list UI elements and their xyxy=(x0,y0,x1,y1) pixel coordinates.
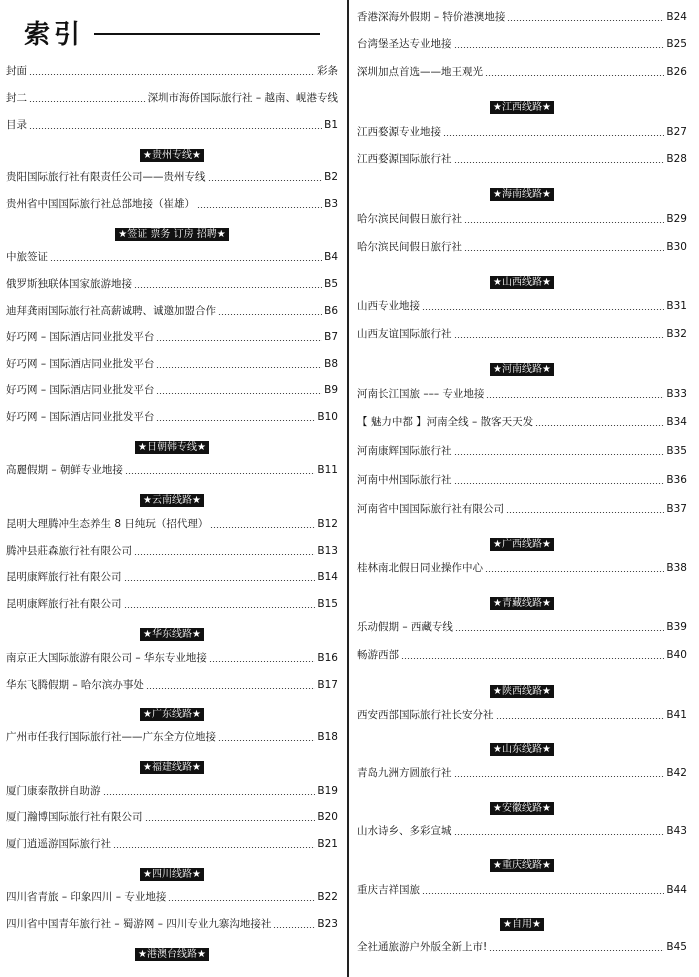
entry-page-number: B4 xyxy=(324,251,338,263)
dot-leader xyxy=(489,950,664,951)
section-heading xyxy=(357,95,687,113)
page-title: 索引 xyxy=(24,19,85,50)
section-heading xyxy=(6,143,338,161)
dot-leader xyxy=(218,740,315,741)
index-entry[interactable] xyxy=(357,500,687,516)
entry-title: 青岛九洲方圆旅行社 xyxy=(357,767,452,779)
index-entry[interactable] xyxy=(357,618,687,634)
entry-page-number: B2 xyxy=(324,171,338,183)
dot-leader xyxy=(454,454,665,455)
index-entry[interactable] xyxy=(357,413,687,429)
section-heading xyxy=(357,853,687,871)
entry-title: 哈尔滨民间假日旅行社 xyxy=(357,213,462,225)
entry-page-number: B37 xyxy=(666,503,687,515)
section-heading-label: ★广西线路★ xyxy=(490,538,554,551)
entry-page-number: B15 xyxy=(317,598,338,610)
entry-page-number: B44 xyxy=(666,884,687,896)
section-heading xyxy=(6,435,338,453)
entry-page-number: B6 xyxy=(324,305,338,317)
entry-page-number: B21 xyxy=(317,838,338,850)
index-entry[interactable] xyxy=(357,559,687,575)
index-entry[interactable] xyxy=(357,471,687,487)
dot-leader xyxy=(208,180,323,181)
section-heading-label: ★云南线路★ xyxy=(140,494,204,507)
dot-leader xyxy=(422,309,664,310)
dot-leader xyxy=(156,393,322,394)
dot-leader xyxy=(485,571,664,572)
index-entry[interactable] xyxy=(6,835,338,851)
dot-leader xyxy=(103,794,316,795)
section-heading xyxy=(357,532,687,550)
dot-leader xyxy=(209,661,315,662)
index-entry[interactable] xyxy=(6,649,338,665)
section-heading xyxy=(357,357,687,375)
entry-page-number: 深圳市海侨国际旅行社 – 越南、岘港专线 xyxy=(147,92,338,104)
entry-page-number: B30 xyxy=(666,241,687,253)
entry-title: 山水诗乡、多彩宣城 xyxy=(357,825,452,837)
dot-leader xyxy=(29,101,146,102)
dot-leader xyxy=(535,425,664,426)
section-heading-label: ★青藏线路★ xyxy=(490,597,554,610)
entry-title: 江西婺源专业地接 xyxy=(357,126,441,138)
index-entry[interactable] xyxy=(6,542,338,558)
index-entry[interactable] xyxy=(6,728,338,744)
entry-page-number: B28 xyxy=(666,153,687,165)
entry-page-number: B19 xyxy=(317,785,338,797)
entry-title: 山西专业地接 xyxy=(357,300,420,312)
entry-page-number: B41 xyxy=(666,709,687,721)
entry-title: 香港深海外假期 – 特价港澳地接 xyxy=(357,11,506,23)
entry-title: 目录 xyxy=(6,119,27,131)
entry-page-number: B12 xyxy=(317,518,338,530)
entry-title: 哈尔滨民间假日旅行社 xyxy=(357,241,462,253)
index-header xyxy=(24,12,320,52)
entry-title: 腾冲县莊森旅行社有限公司 xyxy=(6,545,132,557)
entry-title: 河南省中国国际旅行社有限公司 xyxy=(357,503,504,515)
dot-leader xyxy=(464,250,664,251)
section-heading xyxy=(6,622,338,640)
dot-leader xyxy=(455,630,664,631)
entry-title: 昆明大理腾冲生态养生 8 日纯玩（招代理） xyxy=(6,518,209,530)
section-heading-label: ★海南线路★ xyxy=(490,188,554,201)
entry-title: 乐动假期 – 西藏专线 xyxy=(357,621,453,633)
entry-title: 台湾堡圣达专业地接 xyxy=(357,38,452,50)
entry-title: 山西友谊国际旅行社 xyxy=(357,328,452,340)
index-entry[interactable] xyxy=(6,381,338,397)
entry-title: 高麗假期 – 朝鲜专业地接 xyxy=(6,464,123,476)
section-heading xyxy=(357,737,687,755)
entry-title: 河南长江国旅 ––– 专业地接 xyxy=(357,388,485,400)
entry-title: 南京正大国际旅游有限公司 – 华东专业地接 xyxy=(6,652,207,664)
index-entry[interactable] xyxy=(357,442,687,458)
index-entry[interactable] xyxy=(6,89,338,105)
section-heading-label: ★贵州专线★ xyxy=(140,149,204,162)
dot-leader xyxy=(124,580,316,581)
dot-leader xyxy=(454,834,665,835)
dot-leader xyxy=(485,75,664,76)
dot-leader xyxy=(146,688,315,689)
entry-page-number: B5 xyxy=(324,278,338,290)
dot-leader xyxy=(124,607,316,608)
dot-leader xyxy=(29,74,315,75)
entry-title: 中旅签证 xyxy=(6,251,48,263)
index-entry[interactable] xyxy=(357,881,687,897)
section-heading-label: ★河南线路★ xyxy=(490,363,554,376)
section-heading xyxy=(6,755,338,773)
entry-title: 好巧网 – 国际酒店同业批发平台 xyxy=(6,384,155,396)
section-heading xyxy=(357,270,687,288)
entry-title: 桂林南北假日同业操作中心 xyxy=(357,562,483,574)
index-entry[interactable] xyxy=(6,915,338,931)
entry-title: 好巧网 – 国际酒店同业批发平台 xyxy=(6,331,155,343)
entry-title: 俄罗斯独联体国家旅游地接 xyxy=(6,278,132,290)
entry-title: 封面 xyxy=(6,65,27,77)
section-heading-label: ★福建线路★ xyxy=(140,761,204,774)
index-entry[interactable] xyxy=(357,646,687,662)
section-heading-label: ★陕西线路★ xyxy=(490,685,554,698)
index-entry[interactable] xyxy=(357,822,687,838)
entry-page-number: B36 xyxy=(666,474,687,486)
index-entry[interactable] xyxy=(357,764,687,780)
index-entry[interactable] xyxy=(6,888,338,904)
index-entry[interactable] xyxy=(6,328,338,344)
index-entry[interactable] xyxy=(6,302,338,318)
entry-page-number: B14 xyxy=(317,571,338,583)
entry-title: 广州市任我行国际旅行社——广东全方位地接 xyxy=(6,731,216,743)
index-entry[interactable] xyxy=(6,408,338,424)
entry-page-number: B20 xyxy=(317,811,338,823)
entry-page-number: B25 xyxy=(666,38,687,50)
dot-leader xyxy=(273,927,315,928)
dot-leader xyxy=(507,20,664,21)
section-heading-label: ★江西线路★ xyxy=(490,101,554,114)
index-entry[interactable] xyxy=(6,461,338,477)
dot-leader xyxy=(134,554,315,555)
section-heading xyxy=(6,222,338,240)
entry-title: 贵州省中国国际旅行社总部地接（崔雄） xyxy=(6,198,195,210)
index-entry[interactable] xyxy=(357,150,687,166)
index-entry[interactable] xyxy=(6,62,338,78)
entry-page-number: B16 xyxy=(317,652,338,664)
index-entry[interactable] xyxy=(6,195,338,211)
entry-page-number: B35 xyxy=(666,445,687,457)
section-heading-label: ★日朝韩专线★ xyxy=(135,441,209,454)
section-heading-label: ★山东线路★ xyxy=(490,743,554,756)
dot-leader xyxy=(464,222,664,223)
dot-leader xyxy=(486,397,664,398)
dot-leader xyxy=(454,483,665,484)
section-heading-label: ★港澳台线路★ xyxy=(135,948,209,961)
entry-page-number: B1 xyxy=(324,119,338,131)
index-entry[interactable] xyxy=(6,808,338,824)
dot-leader xyxy=(113,847,315,848)
dot-leader xyxy=(156,420,315,421)
entry-page-number: B43 xyxy=(666,825,687,837)
section-heading xyxy=(6,488,338,506)
section-heading-label: ★自用★ xyxy=(500,918,544,931)
entry-title: 四川省青旅 – 印象四川 – 专业地接 xyxy=(6,891,167,903)
entry-title: 畅游西部 xyxy=(357,649,399,661)
section-heading-label: ★山西线路★ xyxy=(490,276,554,289)
section-heading xyxy=(357,912,687,930)
entry-page-number: B32 xyxy=(666,328,687,340)
entry-title: 封二 xyxy=(6,92,27,104)
dot-leader xyxy=(454,776,665,777)
entry-page-number: 彩条 xyxy=(317,65,338,77)
entry-title: 厦门康泰散拼自助游 xyxy=(6,785,101,797)
entry-page-number: B45 xyxy=(666,941,687,953)
entry-page-number: B10 xyxy=(317,411,338,423)
dot-leader xyxy=(145,820,316,821)
dot-leader xyxy=(401,658,664,659)
dot-leader xyxy=(125,473,315,474)
section-heading-label: ★签证 票务 订房 招聘★ xyxy=(115,228,228,241)
section-heading-label: ★华东线路★ xyxy=(140,628,204,641)
entry-page-number: B17 xyxy=(317,679,338,691)
section-heading xyxy=(357,679,687,697)
dot-leader xyxy=(496,718,665,719)
entry-title: 西安西部国际旅行社长安分社 xyxy=(357,709,494,721)
section-heading xyxy=(357,796,687,814)
index-entry[interactable] xyxy=(357,123,687,139)
dot-leader xyxy=(443,135,664,136)
dot-leader xyxy=(422,893,664,894)
entry-title: 全社通旅游户外版全新上市! xyxy=(357,941,488,953)
entry-page-number: B39 xyxy=(666,621,687,633)
entry-page-number: B24 xyxy=(666,11,687,23)
entry-title: 深圳加点首选——地王观光 xyxy=(357,66,483,78)
index-entry[interactable] xyxy=(357,706,687,722)
index-entry[interactable] xyxy=(6,595,338,611)
entry-page-number: B26 xyxy=(666,66,687,78)
entry-page-number: B42 xyxy=(666,767,687,779)
index-entry[interactable] xyxy=(357,35,687,51)
column-divider xyxy=(347,0,349,977)
entry-title: 【 魅力中都 】河南全线 – 散客天天发 xyxy=(357,416,534,428)
entry-page-number: B18 xyxy=(317,731,338,743)
section-heading-label: ★四川线路★ xyxy=(140,868,204,881)
index-entry[interactable] xyxy=(357,297,687,313)
dot-leader xyxy=(454,337,665,338)
index-entry[interactable] xyxy=(357,63,687,79)
entry-title: 好巧网 – 国际酒店同业批发平台 xyxy=(6,358,155,370)
section-heading-label: ★重庆线路★ xyxy=(490,859,554,872)
dot-leader xyxy=(454,162,665,163)
index-entry[interactable] xyxy=(6,676,338,692)
dot-leader xyxy=(218,314,322,315)
entry-page-number: B38 xyxy=(666,562,687,574)
dot-leader xyxy=(156,367,322,368)
dot-leader xyxy=(134,287,322,288)
entry-page-number: B23 xyxy=(317,918,338,930)
entry-title: 贵阳国际旅行社有限责任公司——贵州专线 xyxy=(6,171,206,183)
entry-title: 四川省中国青年旅行社 – 蜀游网 – 四川专业九寨沟地接社 xyxy=(6,918,272,930)
entry-title: 昆明康辉旅行社有限公司 xyxy=(6,598,122,610)
entry-page-number: B31 xyxy=(666,300,687,312)
entry-page-number: B7 xyxy=(324,331,338,343)
section-heading-label: ★广东线路★ xyxy=(140,708,204,721)
dot-leader xyxy=(29,128,322,129)
entry-page-number: B11 xyxy=(317,464,338,476)
entry-page-number: B13 xyxy=(317,545,338,557)
entry-title: 迪拜龚雨国际旅行社高薪诚聘、诚邀加盟合作 xyxy=(6,305,216,317)
index-entry[interactable] xyxy=(357,8,687,24)
section-heading xyxy=(357,591,687,609)
entry-page-number: B34 xyxy=(666,416,687,428)
index-entry[interactable] xyxy=(357,938,687,954)
entry-page-number: B27 xyxy=(666,126,687,138)
section-heading xyxy=(357,182,687,200)
section-heading xyxy=(6,702,338,720)
index-entry[interactable] xyxy=(6,782,338,798)
index-entry[interactable] xyxy=(6,568,338,584)
entry-title: 重庆吉祥国旅 xyxy=(357,884,420,896)
index-entry[interactable] xyxy=(357,238,687,254)
dot-leader xyxy=(50,260,322,261)
index-entry[interactable] xyxy=(6,168,338,184)
index-entry[interactable] xyxy=(6,116,338,132)
dot-leader xyxy=(506,512,664,513)
index-entry[interactable] xyxy=(6,355,338,371)
entry-title: 河南中州国际旅行社 xyxy=(357,474,452,486)
entry-title: 昆明康辉旅行社有限公司 xyxy=(6,571,122,583)
entry-title: 华东飞腾假期 – 哈尔滨办事处 xyxy=(6,679,144,691)
index-entry[interactable] xyxy=(357,325,687,341)
section-heading xyxy=(6,862,338,880)
entry-title: 好巧网 – 国际酒店同业批发平台 xyxy=(6,411,155,423)
entry-title: 厦门逍遥游国际旅行社 xyxy=(6,838,111,850)
entry-page-number: B8 xyxy=(324,358,338,370)
entry-title: 河南康辉国际旅行社 xyxy=(357,445,452,457)
dot-leader xyxy=(156,340,322,341)
dot-leader xyxy=(210,527,315,528)
entry-page-number: B29 xyxy=(666,213,687,225)
index-entry[interactable] xyxy=(6,248,338,264)
section-heading-label: ★安徽线路★ xyxy=(490,802,554,815)
index-entry[interactable] xyxy=(6,275,338,291)
title-rule xyxy=(94,33,320,35)
dot-leader xyxy=(197,207,322,208)
entry-page-number: B40 xyxy=(666,649,687,661)
entry-page-number: B3 xyxy=(324,198,338,210)
entry-page-number: B33 xyxy=(666,388,687,400)
index-entry[interactable] xyxy=(6,515,338,531)
index-entry[interactable] xyxy=(357,385,687,401)
entry-page-number: B9 xyxy=(324,384,338,396)
entry-title: 厦门瀚博国际旅行社有限公司 xyxy=(6,811,143,823)
dot-leader xyxy=(168,900,315,901)
entry-title: 江西婺源国际旅行社 xyxy=(357,153,452,165)
index-entry[interactable] xyxy=(357,210,687,226)
section-heading xyxy=(6,942,338,960)
dot-leader xyxy=(454,47,665,48)
entry-page-number: B22 xyxy=(317,891,338,903)
